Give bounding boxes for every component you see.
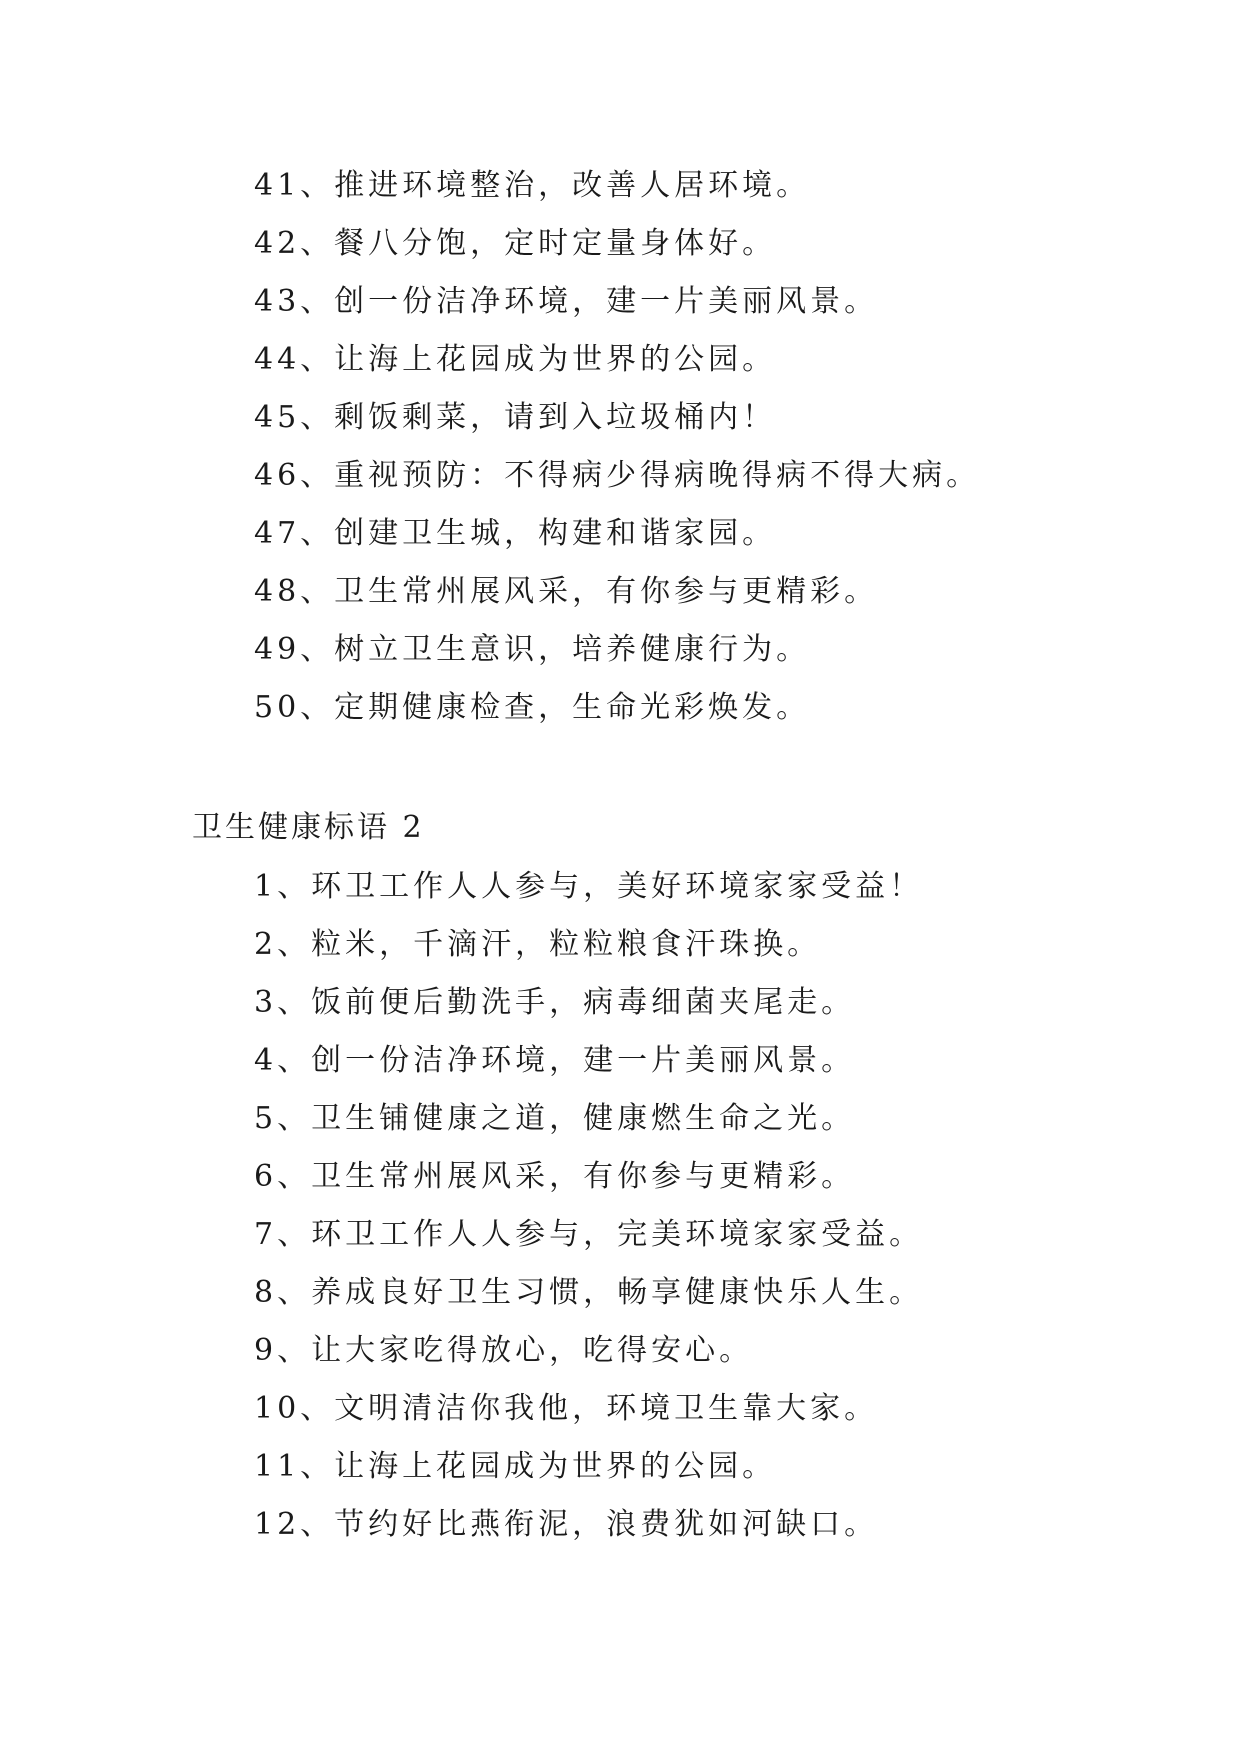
list-item-text: 2、粒米，千滴汗，粒粒粮食汗珠换。	[254, 927, 822, 962]
list-item	[0, 1438, 1241, 1496]
slogan-list-1	[0, 157, 1241, 737]
list-item-text: 48、卫生常州展风采，有你参与更精彩。	[254, 574, 879, 609]
list-item	[0, 621, 1241, 679]
list-item	[0, 447, 1241, 505]
slogan-list-2	[0, 858, 1241, 1554]
list-item-text: 8、养成良好卫生习惯，畅享健康快乐人生。	[254, 1275, 924, 1310]
list-item-text: 10、文明清洁你我他，环境卫生靠大家。	[254, 1391, 879, 1426]
list-item-text: 47、创建卫生城，构建和谐家园。	[254, 516, 777, 551]
list-item-text: 49、树立卫生意识，培养健康行为。	[254, 632, 811, 667]
list-item	[0, 1206, 1241, 1264]
list-item	[0, 215, 1241, 273]
list-item-text: 6、卫生常州展风采，有你参与更精彩。	[254, 1159, 856, 1194]
list-item-text: 45、剩饭剩菜，请到入垃圾桶内！	[254, 400, 777, 435]
list-item-text: 12、节约好比燕衔泥，浪费犹如河缺口。	[254, 1507, 879, 1542]
list-item-text: 50、定期健康检查，生命光彩焕发。	[254, 690, 811, 725]
list-item	[0, 389, 1241, 447]
list-item	[0, 1496, 1241, 1554]
list-item	[0, 563, 1241, 621]
list-item-text: 5、卫生铺健康之道，健康燃生命之光。	[254, 1101, 856, 1136]
list-item	[0, 331, 1241, 389]
list-item-text: 9、让大家吃得放心，吃得安心。	[254, 1333, 754, 1368]
list-item	[0, 1090, 1241, 1148]
list-item	[0, 1322, 1241, 1380]
list-item	[0, 858, 1241, 916]
list-item-text: 11、让海上花园成为世界的公园。	[254, 1449, 777, 1484]
list-item-text: 42、餐八分饱，定时定量身体好。	[254, 226, 777, 261]
list-item-text: 41、推进环境整治，改善人居环境。	[254, 168, 811, 203]
list-item	[0, 157, 1241, 215]
list-item	[0, 1380, 1241, 1438]
list-item-text: 3、饭前便后勤洗手，病毒细菌夹尾走。	[254, 985, 856, 1020]
list-item	[0, 1264, 1241, 1322]
list-item	[0, 505, 1241, 563]
list-item	[0, 974, 1241, 1032]
list-item-text: 4、创一份洁净环境，建一片美丽风景。	[254, 1043, 856, 1078]
list-item	[0, 916, 1241, 974]
list-item-text: 43、创一份洁净环境，建一片美丽风景。	[254, 284, 879, 319]
list-item-text: 46、重视预防：不得病少得病晚得病不得大病。	[254, 458, 981, 493]
list-item-text: 44、让海上花园成为世界的公园。	[254, 342, 777, 377]
section-heading: 卫生健康标语 2	[192, 810, 425, 845]
list-item-text: 7、环卫工作人人参与，完美环境家家受益。	[254, 1217, 924, 1252]
list-item	[0, 1148, 1241, 1206]
list-item-text: 1、环卫工作人人参与，美好环境家家受益！	[254, 869, 924, 904]
list-item	[0, 679, 1241, 737]
list-item	[0, 273, 1241, 331]
list-item	[0, 1032, 1241, 1090]
